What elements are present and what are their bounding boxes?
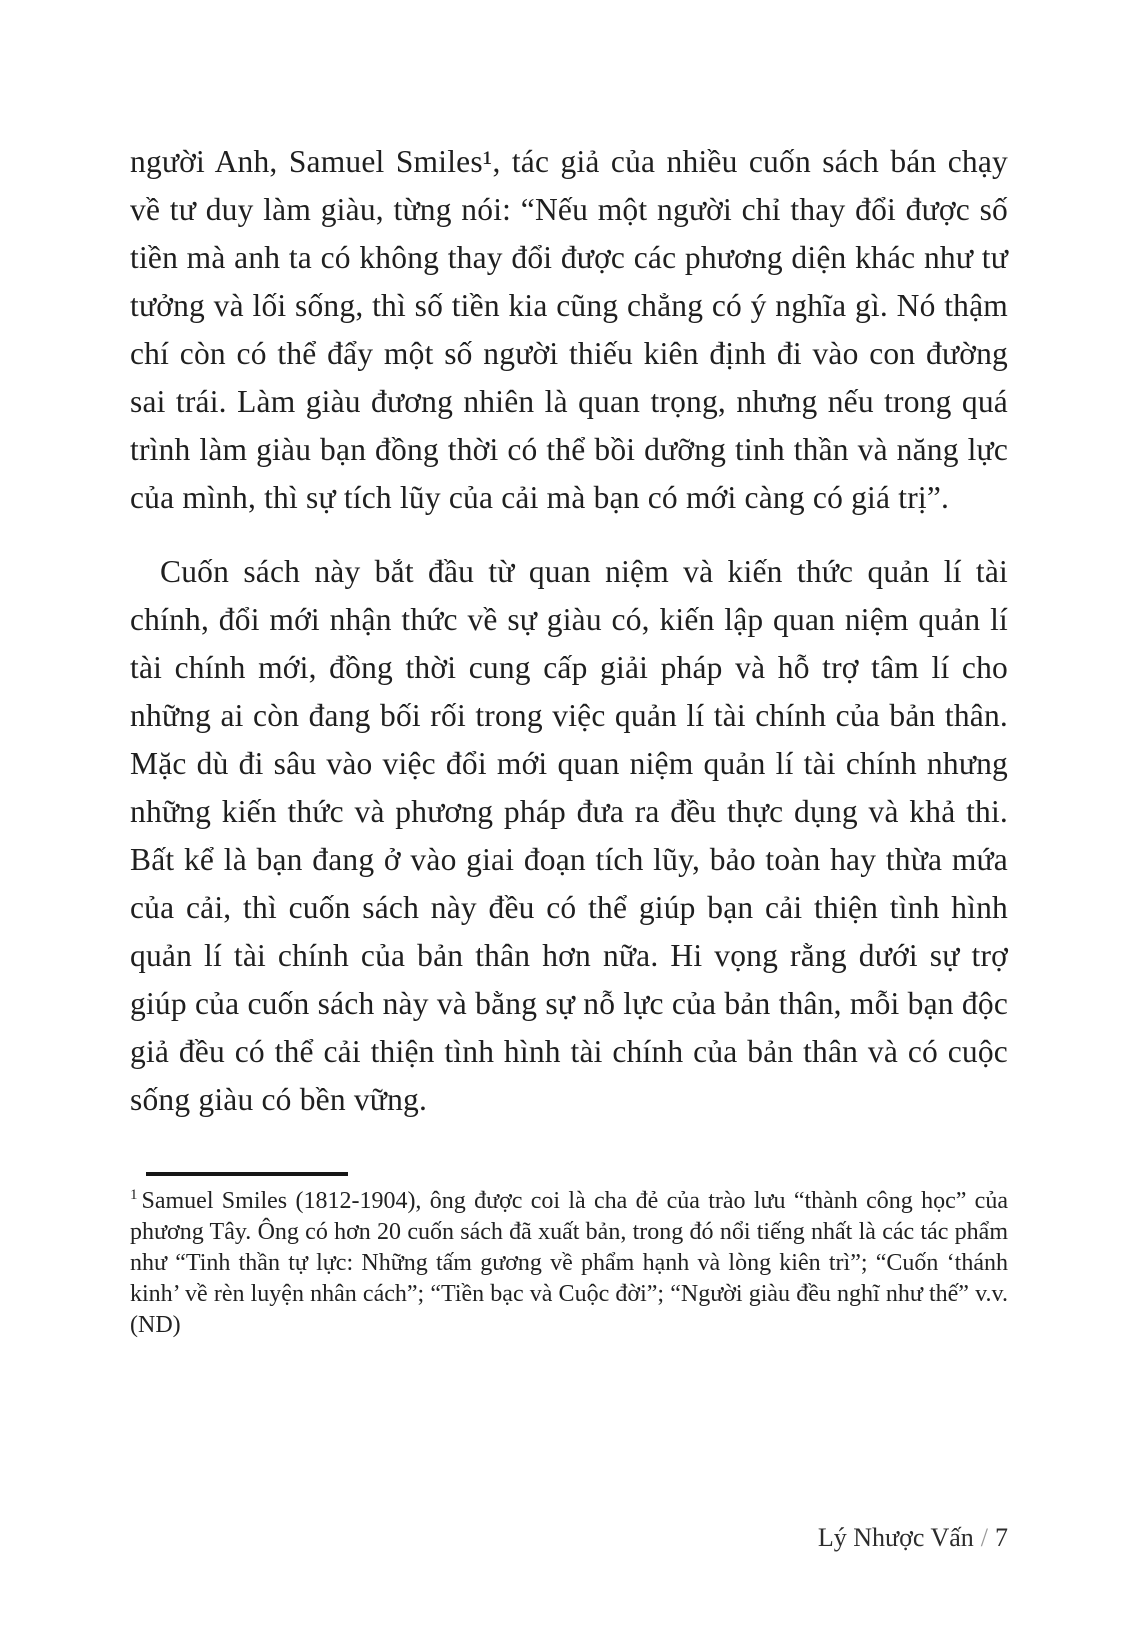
footnote-divider [146,1172,348,1176]
text-column [130,138,1008,1341]
footnote [130,1186,1008,1341]
page-footer [818,1522,1008,1554]
footnote-marker: 1 [130,1187,138,1203]
footnote-text: Samuel Smiles (1812-1904), ông được coi là cha đẻ của trào lưu “thành công học” của phương Tây. Ông có hơn 20 cuốn sách đã xuất bản, trong đó nổi tiếng nhất là các tác phẩm như “Tinh thần tự lực: Những tấm gương về phẩm hạnh và lòng kiên trì”; “Cuốn ‘thánh kinh’ về rèn luyện nhân cách”; “Tiền bạc và Cuộc đời”; “Người giàu đều nghĩ như thế” v.v. (ND) [130,1188,1008,1338]
body-paragraph-1: người Anh, Samuel Smiles¹, tác giả của nhiều cuốn sách bán chạy về tư duy làm giàu, từng nói: “Nếu một người chỉ thay đổi được số tiền mà anh ta có không thay đổi được các phương diện khác như tư tưởng và lối sống, thì số tiền kia cũng chẳng có ý nghĩa gì. Nó thậm chí còn có thể đẩy một số người thiếu kiên định đi vào con đường sai trái. Làm giàu đương nhiên là quan trọng, nhưng nếu trong quá trình làm giàu bạn đồng thời có thể bồi dưỡng tinh thần và năng lực của mình, thì sự tích lũy của cải mà bạn có mới càng có giá trị”. [130,144,1008,515]
footer-separator: / [980,1523,988,1552]
footer-page-number: 7 [995,1523,1008,1552]
footer-author: Lý Nhược Vấn [817,1523,974,1552]
body-paragraph-2: Cuốn sách này bắt đầu từ quan niệm và kiến thức quản lí tài chính, đổi mới nhận thức về sự giàu có, kiến lập quan niệm quản lí tài chính mới, đồng thời cung cấp giải pháp và hỗ trợ tâm lí cho những ai còn đang bối rối trong việc quản lí tài chính của bản thân. Mặc dù đi sâu vào việc đổi mới quan niệm quản lí tài chính nhưng những kiến thức và phương pháp đưa ra đều thực dụng và khả thi. Bất kể là bạn đang ở vào giai đoạn tích lũy, bảo toàn hay thừa mứa của cải, thì cuốn sách này đều có thể giúp bạn cải thiện tình hình quản lí tài chính của bản thân hơn nữa. Hi vọng rằng dưới sự trợ giúp của cuốn sách này và bằng sự nỗ lực của bản thân, mỗi bạn độc giả đều có thể cải thiện tình hình tài chính của bản thân và có cuộc sống giàu có bền vững. [130,554,1008,1117]
